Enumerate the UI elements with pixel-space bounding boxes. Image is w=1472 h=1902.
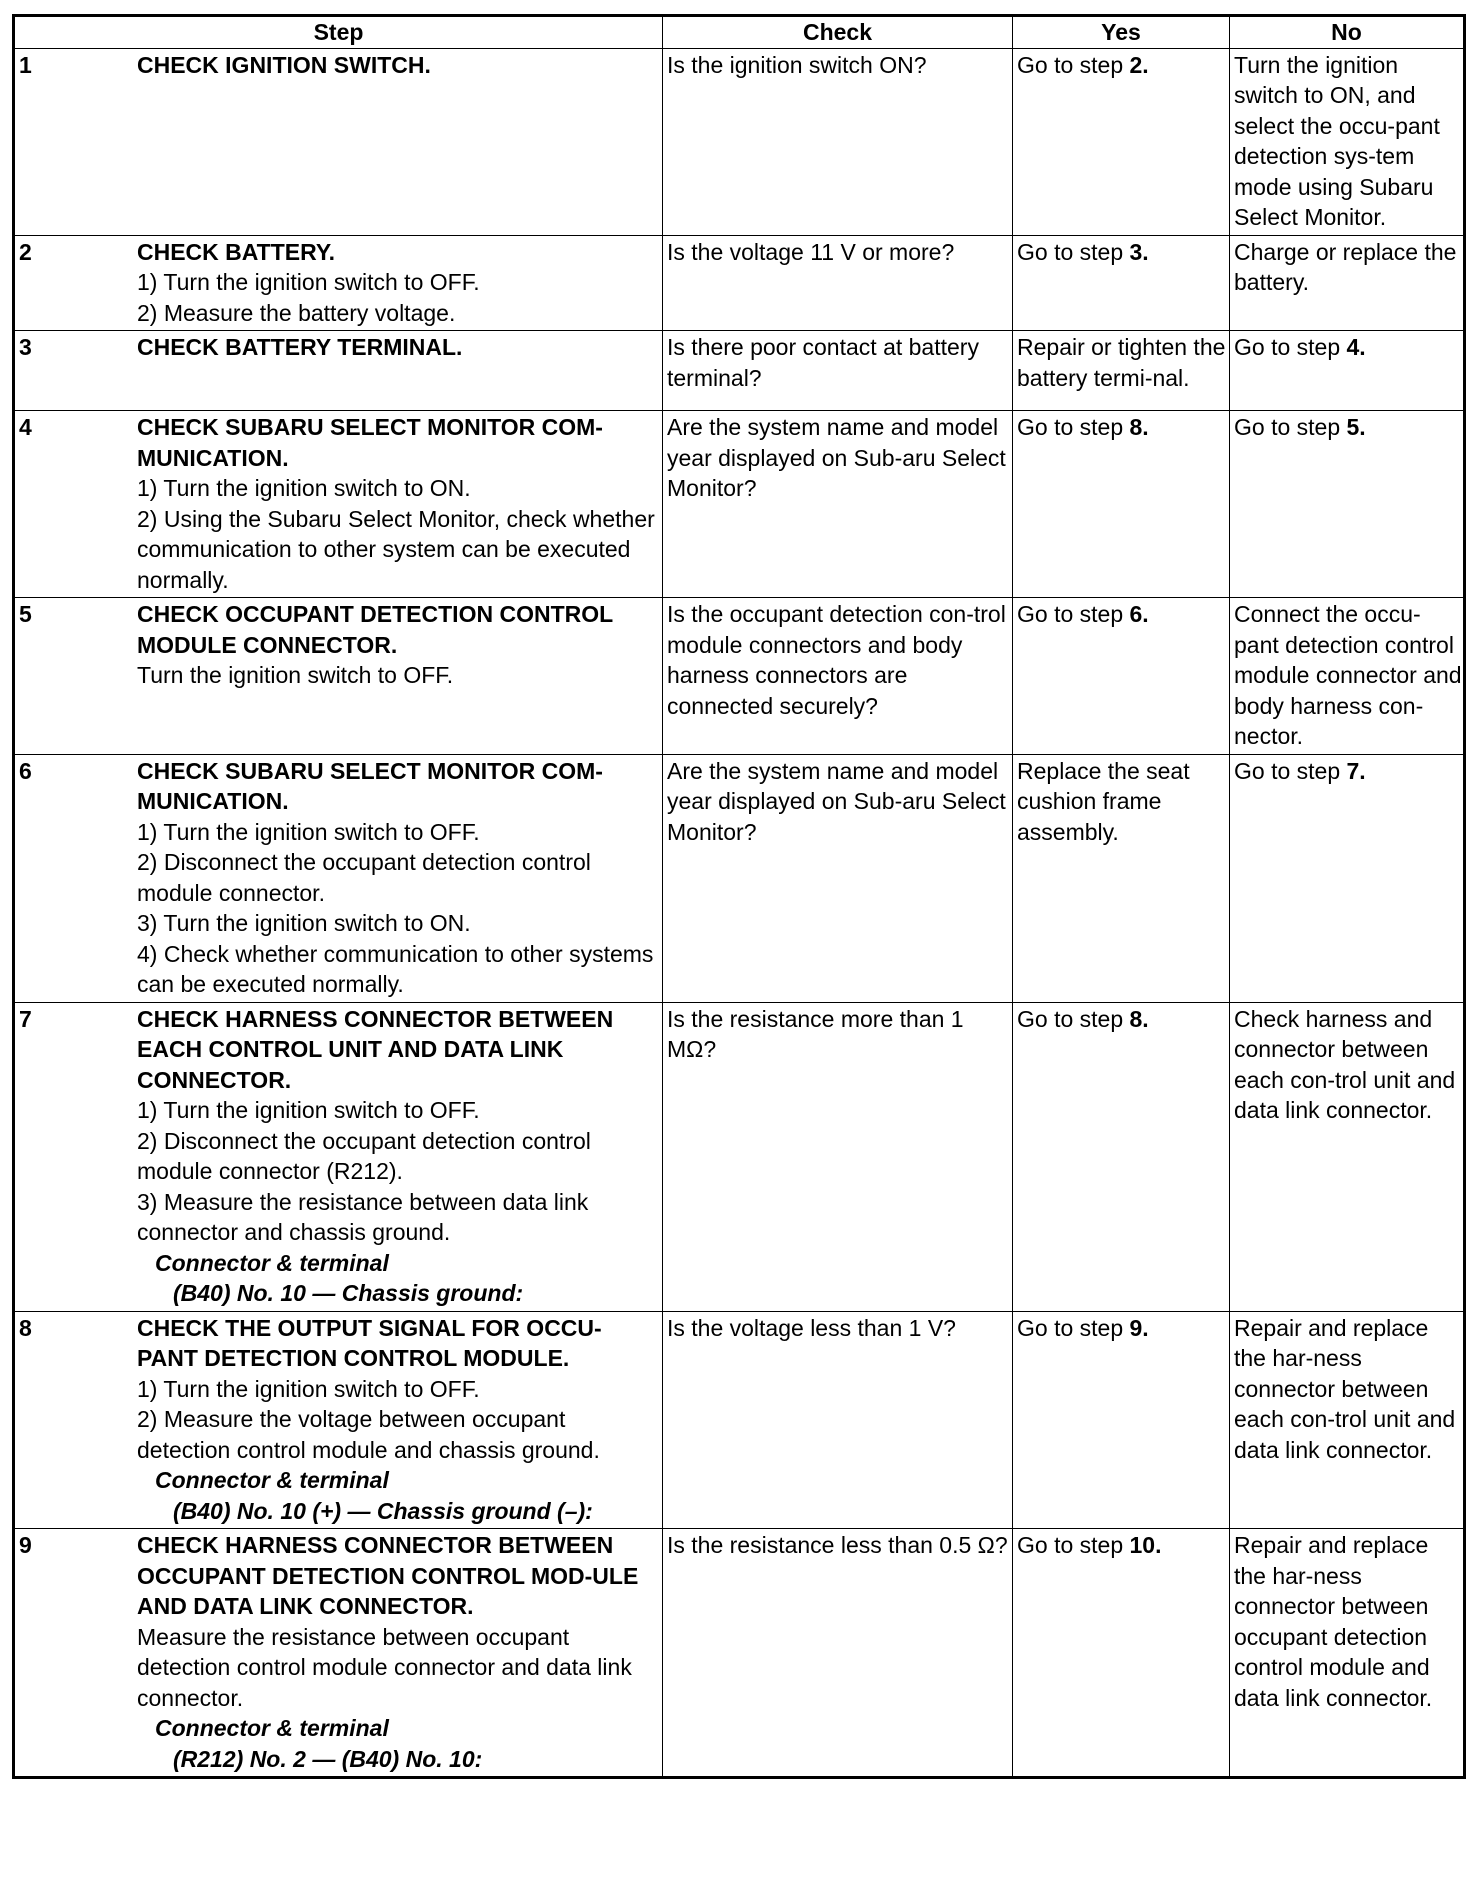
no-cell (1230, 48, 1465, 235)
step-instruction: 2) Measure the battery voltage. (137, 299, 456, 326)
yes-step-ref: 3. (1129, 238, 1149, 265)
step-cell (14, 235, 663, 331)
yes-cell (1013, 331, 1230, 411)
no-step-ref: 5. (1346, 414, 1366, 440)
step-instruction: 1) Turn the ignition switch to OFF. (137, 818, 480, 845)
step-title: CHECK HARNESS CONNECTOR BETWEEN OCCUPANT DETECTION CONTROL MOD-ULE AND DATA LINK CONNECTOR. (137, 1532, 639, 1619)
step-number: 4 (19, 414, 32, 440)
step-instruction: Measure the resistance between occupant detection control module connector and data link connector. (137, 1623, 632, 1711)
yes-cell (1013, 235, 1230, 331)
step-cell (14, 331, 663, 411)
no-text: Turn the ignition switch to ON, and select the occu-pant detection sys-tem mode using Subaru Select Monitor. (1234, 51, 1440, 230)
step-cell (14, 754, 663, 1002)
no-text: Repair and replace the har-ness connector between occupant detection control module and data link connector. (1234, 1532, 1433, 1711)
no-step-ref: 7. (1346, 757, 1366, 784)
table-row (14, 48, 1465, 235)
step-number: 6 (19, 757, 32, 784)
step-number: 8 (19, 1314, 32, 1341)
step-number: 5 (19, 601, 32, 627)
check-cell: Is the voltage less than 1 V? (663, 1311, 1013, 1529)
yes-text: Go to step (1017, 1532, 1130, 1558)
table-row (14, 235, 1465, 331)
yes-cell (1013, 598, 1230, 755)
no-text: Repair and replace the har-ness connector between each con-trol unit and data link connector. (1234, 1314, 1456, 1463)
no-cell (1230, 411, 1465, 598)
table-row (14, 1529, 1465, 1778)
table-row (14, 1002, 1465, 1311)
yes-cell (1013, 411, 1230, 598)
no-text: Charge or replace the battery. (1234, 238, 1457, 295)
step-number: 9 (19, 1532, 32, 1558)
check-cell: Is the resistance less than 0.5 Ω? (663, 1529, 1013, 1778)
connector-terminal-label: Connector & terminal (155, 1715, 389, 1741)
step-instruction: 3) Measure the resistance between data link connector and chassis ground. (137, 1188, 589, 1245)
step-cell (14, 411, 663, 598)
yes-text: Go to step (1017, 1005, 1130, 1032)
step-title: CHECK THE OUTPUT SIGNAL FOR OCCU-PANT DETECTION CONTROL MODULE. (137, 1314, 602, 1371)
yes-step-ref: 10. (1129, 1532, 1162, 1558)
step-number: 3 (19, 334, 32, 360)
no-cell (1230, 331, 1465, 411)
step-body (137, 599, 662, 691)
step-title: CHECK BATTERY TERMINAL. (137, 334, 463, 360)
step-number: 1 (19, 51, 32, 78)
step-instruction: 1) Turn the ignition switch to OFF. (137, 1375, 480, 1402)
diagnostic-procedure-table (12, 14, 1466, 1779)
connector-terminal-label: Connector & terminal (155, 1249, 389, 1276)
check-cell: Is the occupant detection con-trol module connectors and body harness connectors are connected securely? (663, 598, 1013, 755)
step-body (137, 50, 662, 81)
header-row (14, 16, 1465, 49)
table-row (14, 411, 1465, 598)
no-text: Go to step (1234, 757, 1347, 784)
step-instruction: 2) Disconnect the occupant detection control module connector (R212). (137, 1127, 591, 1184)
step-instruction: Turn the ignition switch to OFF. (137, 662, 454, 688)
connector-terminal-value: (B40) No. 10 (+) — Chassis ground (–): (173, 1497, 593, 1524)
step-title: CHECK SUBARU SELECT MONITOR COM-MUNICATION. (137, 414, 603, 471)
no-text: Go to step (1234, 334, 1347, 360)
step-instruction: 4) Check whether communication to other systems can be executed normally. (137, 940, 654, 997)
connector-terminal-label: Connector & terminal (155, 1467, 389, 1493)
yes-text: Go to step (1017, 238, 1130, 265)
step-cell (14, 1002, 663, 1311)
no-cell (1230, 1311, 1465, 1529)
table-row (14, 598, 1465, 755)
step-cell (14, 48, 663, 235)
step-body (137, 756, 662, 1000)
step-title: CHECK HARNESS CONNECTOR BETWEEN EACH CONTROL UNIT AND DATA LINK CONNECTOR. (137, 1005, 614, 1093)
check-cell: Is the resistance more than 1 MΩ? (663, 1002, 1013, 1311)
step-body (137, 1313, 662, 1527)
step-body (137, 237, 662, 329)
yes-cell (1013, 754, 1230, 1002)
step-body (137, 332, 662, 363)
step-body (137, 1530, 662, 1774)
yes-cell (1013, 1002, 1230, 1311)
yes-text: Repair or tighten the battery termi-nal. (1017, 334, 1226, 391)
no-text: Connect the occu-pant detection control module connector and body harness con-nector. (1234, 601, 1462, 749)
step-cell (14, 1529, 663, 1778)
no-text: Check harness and connector between each con-trol unit and data link connector. (1234, 1005, 1456, 1123)
step-number: 7 (19, 1005, 32, 1032)
step-body (137, 412, 662, 595)
step-cell (14, 1311, 663, 1529)
no-cell (1230, 1529, 1465, 1778)
step-instruction: 1) Turn the ignition switch to OFF. (137, 1097, 480, 1123)
yes-step-ref: 8. (1129, 1005, 1149, 1032)
yes-cell (1013, 48, 1230, 235)
yes-step-ref: 9. (1129, 1314, 1149, 1341)
step-instruction: 3) Turn the ignition switch to ON. (137, 910, 471, 936)
no-step-ref: 4. (1346, 334, 1366, 360)
no-cell (1230, 235, 1465, 331)
check-cell: Is the voltage 11 V or more? (663, 235, 1013, 331)
no-cell (1230, 754, 1465, 1002)
step-instruction: 2) Measure the voltage between occupant detection control module and chassis ground. (137, 1406, 600, 1463)
step-instruction: 1) Turn the ignition switch to OFF. (137, 269, 480, 295)
header-step: Step (14, 16, 663, 49)
check-cell: Are the system name and model year displayed on Sub-aru Select Monitor? (663, 411, 1013, 598)
table-row (14, 331, 1465, 411)
step-title: CHECK OCCUPANT DETECTION CONTROL MODULE CONNECTOR. (137, 601, 613, 658)
header-check: Check (663, 16, 1013, 49)
check-cell: Are the system name and model year displayed on Sub-aru Select Monitor? (663, 754, 1013, 1002)
yes-text: Go to step (1017, 601, 1130, 627)
step-instruction: 2) Disconnect the occupant detection control module connector. (137, 849, 591, 906)
yes-step-ref: 2. (1129, 51, 1149, 78)
check-cell: Is the ignition switch ON? (663, 48, 1013, 235)
step-body (137, 1004, 662, 1309)
step-instruction: 1) Turn the ignition switch to ON. (137, 475, 471, 501)
connector-terminal-value: (B40) No. 10 — Chassis ground: (173, 1280, 524, 1306)
yes-text: Go to step (1017, 51, 1130, 78)
yes-cell (1013, 1311, 1230, 1529)
connector-terminal-value: (R212) No. 2 — (B40) No. 10: (173, 1745, 483, 1772)
yes-cell (1013, 1529, 1230, 1778)
no-text: Go to step (1234, 414, 1347, 440)
no-cell (1230, 1002, 1465, 1311)
yes-text: Go to step (1017, 1314, 1130, 1341)
no-cell (1230, 598, 1465, 755)
step-title: CHECK BATTERY. (137, 238, 336, 265)
step-title: CHECK SUBARU SELECT MONITOR COM-MUNICATION. (137, 757, 603, 814)
yes-text: Replace the seat cushion frame assembly. (1017, 757, 1190, 845)
step-number: 2 (19, 238, 32, 265)
step-title: CHECK IGNITION SWITCH. (137, 51, 431, 78)
table-body (14, 48, 1465, 1778)
table-row (14, 1311, 1465, 1529)
yes-step-ref: 8. (1129, 414, 1149, 440)
table-row (14, 754, 1465, 1002)
yes-text: Go to step (1017, 414, 1130, 440)
header-yes: Yes (1013, 16, 1230, 49)
step-instruction: 2) Using the Subaru Select Monitor, check whether communication to other system can be executed normally. (137, 505, 655, 593)
check-cell: Is there poor contact at battery terminal? (663, 331, 1013, 411)
header-no: No (1230, 16, 1465, 49)
yes-step-ref: 6. (1129, 601, 1149, 627)
step-cell (14, 598, 663, 755)
